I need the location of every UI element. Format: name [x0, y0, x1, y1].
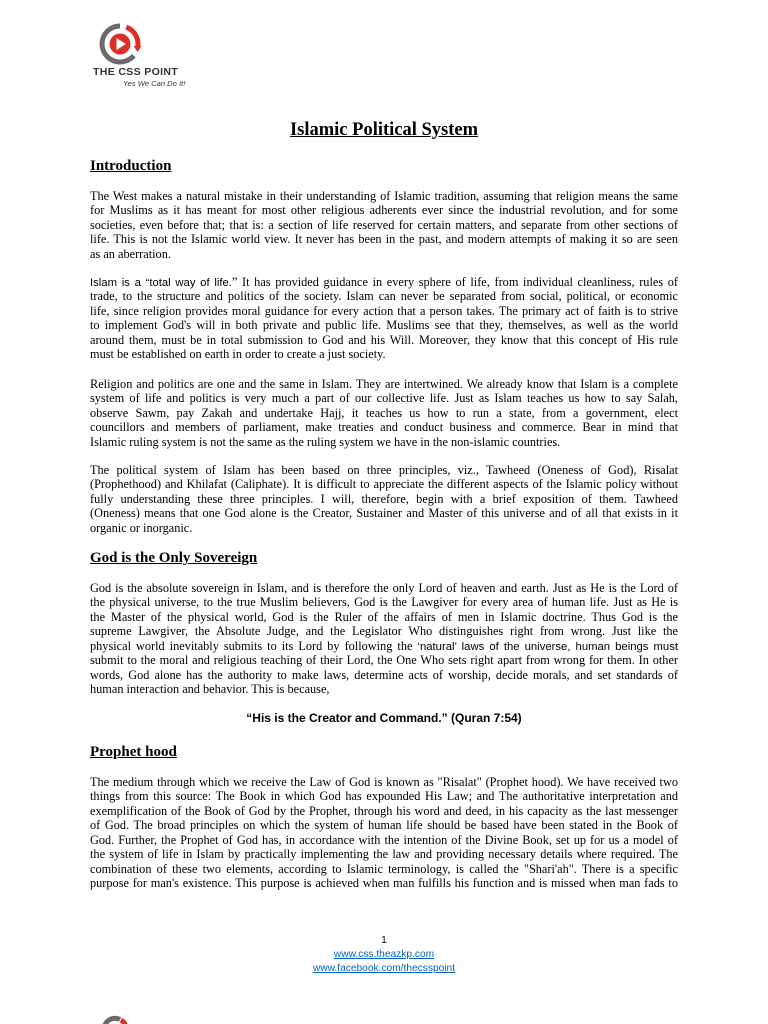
- text-line: around them, must be in total submission to God and his Will. Moreover, they know that this concept of His rule: [90, 332, 678, 347]
- text-line: The medium through which we receive the Law of God is known as "Risalat" (Prophet hood). We have received two: [90, 774, 678, 789]
- text-line: the physical universe, to the true Muslim believers, God is the Lawgiver for every area of human life. Just as He is: [90, 595, 678, 610]
- quran-quote: “His is the Creator and Command.” (Quran 7:54): [246, 710, 522, 725]
- text-line: purpose for man's existence. This purpose is achieved when man fulfills his function and is missed when man fads to: [90, 876, 678, 891]
- text-line: must be established on earth in order to create a just society.: [90, 347, 386, 362]
- text-line: the Master of the physical world, God is the Ruler of the affairs of men in Islamic doctrine. Thus God is the: [90, 609, 678, 624]
- text-line: supreme Lawgiver, the Absolute Judge, and the Legislator Who distinguishes right from wrong. Just like the: [90, 624, 678, 639]
- paragraph: [90, 189, 678, 262]
- logo-brand-text: THE CSS POINT: [93, 66, 179, 78]
- text-line: God is the absolute sovereign in Islam, and is therefore the only Lord of heaven and earth. Just as He is the Lord of: [90, 580, 678, 595]
- text-segment: physical world inevitably submits to its Lord by following the: [90, 638, 418, 653]
- section-heading-introduction: Introduction: [90, 158, 172, 174]
- quoted-phrase: Islam is a “total way of life.: [90, 276, 232, 289]
- text-segment: ” It has provided guidance in every sphere of life, from individual cleanliness, rules of: [231, 274, 679, 289]
- paragraph: [90, 275, 678, 362]
- paragraph: [90, 377, 678, 450]
- text-line: for Muslims as it has meant for most other religious adherents ever since the industrial revolution, and for some: [90, 203, 678, 218]
- logo-tagline: Yes We Can Do It!: [123, 78, 186, 88]
- partial-logo-icon: [100, 1015, 130, 1024]
- text-line: (Prophethood) and Khilafat (Caliphate). It is difficult to appreciate the different aspects of the Islamic policy without: [90, 477, 678, 492]
- section-heading-prophet-hood: Prophet hood: [90, 744, 177, 760]
- text-line: life, since religion provides moral guidance for every action that a person takes. The primary act of faith is to strive: [90, 303, 678, 318]
- text-line: The West makes a natural mistake in their understanding of Islamic tradition, assuming that religion means the same: [90, 188, 678, 203]
- text-line: fully understanding these three principles. I will, therefore, begin with a brief exposition of them. Tawheed: [90, 491, 678, 506]
- text-line: of God. The broad principles on which the system of human life should be based have been stated in the Book of: [90, 818, 678, 833]
- text-line: Religion and politics are one and the same in Islam. They are intertwined. We already know that Islam is a complete: [90, 376, 678, 391]
- text-line: system of life and politics is very much a part of our collective life. Just as Islam teaches us how to say Salah,: [90, 391, 678, 406]
- paragraph: [90, 581, 678, 697]
- text-line: combination of these two elements, according to Islamic terminology, is called the "Shari'ah". There is a specific: [90, 861, 678, 876]
- paragraph: [90, 775, 678, 891]
- document-title: Islamic Political System: [289, 120, 479, 140]
- text-line: human interaction and behavior. This is because,: [90, 682, 330, 697]
- text-line: as an aberration.: [90, 246, 171, 261]
- text-line: observe Sawm, pay Zakah and undertake Hajj, it teaches us how to run a state, from a government, elect: [90, 405, 678, 420]
- text-line: things from this source: The Book in which God has expounded His Law; and The authoritative interpretation and: [90, 789, 678, 804]
- text-line: (Oneness) means that one God alone is the Creator, Sustainer and Master of this universe and of all that exists in it: [90, 506, 678, 521]
- text-line: organic or inorganic.: [90, 520, 193, 535]
- facebook-link[interactable]: www.facebook.com/thecsspoint: [312, 963, 456, 974]
- text-line: to implement God's will in both private and public life. Muslims see that they, themselves, as well as the world: [90, 318, 678, 333]
- page-footer: [0, 934, 768, 976]
- text-line: The political system of Islam has been based on three principles, viz., Tawheed (Oneness of God), Risalat: [90, 462, 678, 477]
- website-link[interactable]: www.css.theazkp.com: [333, 949, 435, 960]
- text-line: trade, to the structure and politics of the society. Islam can never be separated from social, political, or economic: [90, 289, 678, 304]
- text-line: [90, 639, 678, 654]
- text-line: God. Further, the Prophet of God has, in accordance with the intention of the Divine Book, set up for us a model of: [90, 832, 678, 847]
- paragraph: [90, 463, 678, 536]
- text-line: [90, 275, 678, 290]
- css-point-logo-icon: [97, 22, 143, 66]
- page-number: 1: [381, 935, 387, 946]
- text-line: submit to the moral and religious teaching of their Lord, the One Who sets right apart from wrong for them. In other: [90, 653, 678, 668]
- text-line: life. This is not the Islamic world view. It never has been in the past, and modern attempts of making it so are seen: [90, 232, 678, 247]
- text-line: Islamic ruling system is not the same as the ruling system we have in the non-islamic countries.: [90, 434, 561, 449]
- quoted-phrase: ‘natural’ laws of the universe, human beings must: [417, 640, 678, 653]
- text-line: the system of life in Islam by practically implementing the law and providing necessary details where required. The: [90, 847, 678, 862]
- text-line: words, God alone has the authority to make laws, determine acts of worship, decide morals, and set standards of: [90, 667, 678, 682]
- text-line: councillors and members of parliament, make treaties and conduct business and commerce. Bear in mind that: [90, 420, 678, 435]
- text-line: exemplification of the Book of God by the Prophet, through his word and deed, in his capacity as the last messenger: [90, 803, 678, 818]
- text-line: societies, even before that; that is: a section of life reserved for certain matters, and separate from other sections of: [90, 217, 678, 232]
- section-heading-sovereignty: God is the Only Sovereign: [90, 550, 258, 566]
